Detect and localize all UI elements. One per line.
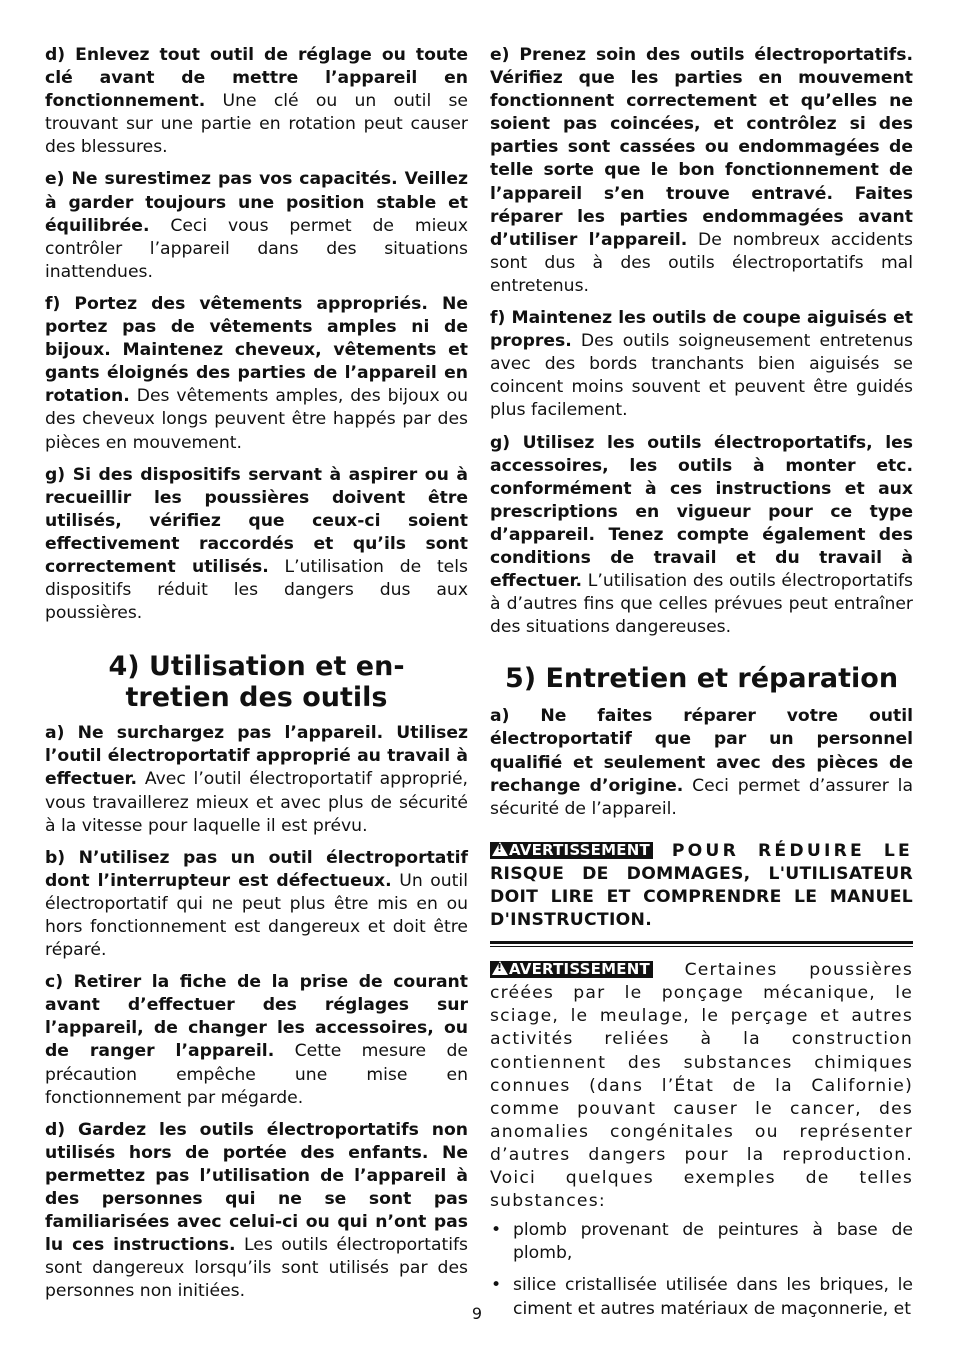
paragraph-use-instructions: g) Utilisez les outils électroportatifs, les accessoires, les outils à monter etc. conformément à ces instructions et aux prescriptions en vigueur pour ce type d’appareil. Tenez compte également des conditions de travail et du travail à effectuer. L’utilisation des outils électroportatifs à d’autres fins que celles prévues peut entraîner des situations dangereuses. xyxy=(490,432,913,638)
paragraph-care: e) Prenez soin des outils électroportatifs. Vérifiez que les parties en mouvement fonctionnent correctement et qu’elles ne soient pas coincées, et contrôlez si des parties sont cassées ou endommagées de telle sorte que le bon fonctionnement de l’appareil s’en trouve entravé. Faites réparer les parties endommagées avant d’utiliser l’appareil. De nombreux accidents sont dus à des outils électroportatifs mal entretenus. xyxy=(490,45,913,296)
left-column xyxy=(45,44,468,1313)
warning-badge: !AVERTISSEMENT xyxy=(490,961,653,978)
paragraph-children: d) Gardez les outils électroportatifs non utilisés hors de portée des enfants. Ne permettez pas l’utilisation de l’appareil à des personnes qui ne se sont pas familiarisées avec celui-ci ou qui n’ont pas lu ces instructions. Les outils électroportatifs sont dangereux lorsqu’ils sont utilisés par des personnes non initiées. xyxy=(45,1119,468,1302)
paragraph-unplug: c) Retirer la fiche de la prise de courant avant d’effectuer des réglages sur l’appareil, de changer les accessoires, ou de ranger l’appareil. Cette mesure de précaution empêche une mise en fonctionnement par mégarde. xyxy=(45,972,468,1108)
warning-triangle-icon xyxy=(492,842,508,856)
paragraph-overload: a) Ne surchargez pas l’appareil. Utilisez l’outil électroportatif approprié au travail à effectuer. Avec l’outil électroportatif approprié, vous travaillerez mieux et avec plus de sécurité à la vitesse pour laquelle il est prévu. xyxy=(45,723,468,836)
warning-triangle-icon xyxy=(492,961,508,975)
paragraph-dust: g) Si des dispositifs servant à aspirer ou à recueillir les poussières doivent être utilisés, vérifiez que ceux-ci soient effectivement raccordés et qu’ils sont correctement utilisés. L’utilisation de tels dispositifs réduit les dangers dus aux poussières. xyxy=(45,464,468,624)
list-item: • silice cristallisée utilisée dans les briques, le ciment et autres matériaux de maçonnerie, et xyxy=(490,1274,913,1320)
warning-badge: !AVERTISSEMENT xyxy=(490,842,653,859)
warning-dust: !AVERTISSEMENT Certaines poussières créées par le ponçage mécanique, le sciage, le meulage, le perçage et autres activités reliées à la construction contiennent des substances chimiques connues (dans l’État de la Californie) comme pouvant causer le cancer, des anomalies congénitales ou représenter d’autres dangers pour la reproduction. Voici quelques exemples de telles substances: xyxy=(490,959,913,1213)
paragraph-repair: a) Ne faites réparer votre outil électroportatif que par un personnel qualifié et seulement avec des pièces de rechange d’origine. Ceci permet d’assurer la sécurité de l’appareil. xyxy=(490,706,913,819)
paragraph-switch: b) N’utilisez pas un outil électroportatif dont l’interrupteur est défectueux. Un outil électroportatif qui ne peut plus être mis en ou hors fonctionnement est dangereux et doit être réparé. xyxy=(45,847,468,961)
paragraph-adjust-tool: d) Enlevez tout outil de réglage ou toute clé avant de mettre l’appareil en fonctionnement. Une clé ou un outil se trouvant sur une partie en rotation peut causer des blessures. xyxy=(45,45,468,158)
section-heading-5: 5) Entretien et réparation xyxy=(504,663,899,695)
page-number: 9 xyxy=(471,1304,483,1323)
paragraph-clothing: f) Portez des vêtements appropriés. Ne portez pas de vêtements amples ni de bijoux. Maintenez cheveux, vêtements et gants éloignés des parties de l’appareil en rotation. Des vêtements amples, des bijoux ou des cheveux longs peuvent être happés par des pièces en mouvement. xyxy=(45,293,468,453)
warning-manual: !AVERTISSEMENT POUR RÉDUIRE LE RISQUE DE DOMMAGES, L'UTILISATEUR DOIT LIRE ET COMPRENDRE LE MANUEL D'INSTRUCTION. xyxy=(490,840,913,932)
list-item: • plomb provenant de peintures à base de plomb, xyxy=(490,1219,913,1265)
divider xyxy=(490,941,913,947)
paragraph-capacities: e) Ne surestimez pas vos capacités. Veillez à garder toujours une position stable et équilibrée. Ceci vous permet de mieux contrôler l’appareil dans des situations inattendues. xyxy=(45,169,468,282)
section-heading-4: 4) Utilisation et en- tretien des outils xyxy=(108,651,405,714)
paragraph-cutting-tools: f) Maintenez les outils de coupe aiguisés et propres. Des outils soigneusement entretenus avec des bords tranchants bien aiguisés se coincent moins souvent et peuvent être guidés plus facilement. xyxy=(490,308,913,421)
right-column xyxy=(490,44,913,1330)
